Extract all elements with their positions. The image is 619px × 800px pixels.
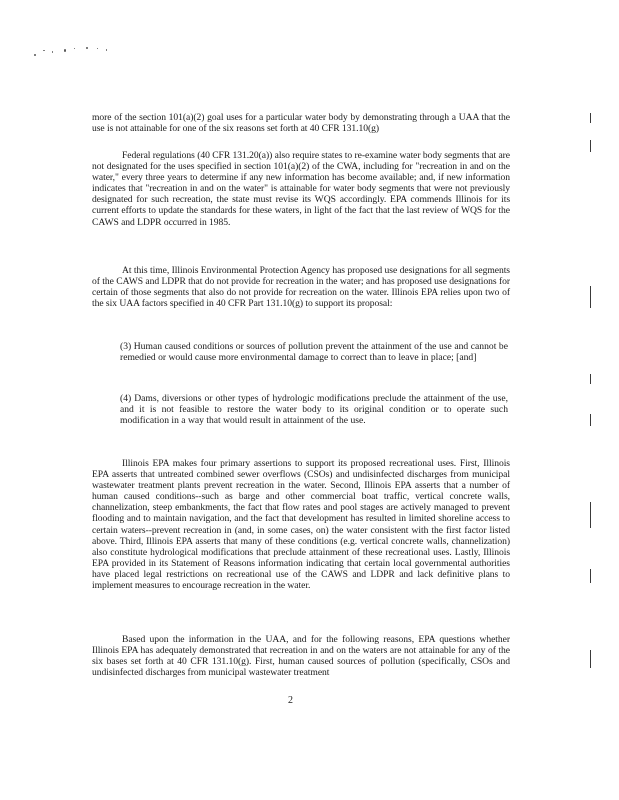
revision-bar xyxy=(590,502,591,528)
quote-text: (3) Human caused conditions or sources of pollution prevent the attainment of the use and cannot be remedied or would cause more environmental damage to correct than to leave in place; [and] xyxy=(120,341,508,364)
paragraph-text: more of the section 101(a)(2) goal uses for a particular water body by demonstrating through a UAA that the use is not attainable for one of the six reasons set forth at 40 CFR 131.10(g) xyxy=(92,112,510,135)
paragraph-text: Based upon the information in the UAA, and for the following reasons, EPA questions whether Illinois EPA has adequately demonstrated that recreation in and on the waters are not attainable for any of the six bases set forth at 40 CFR 131.10(g). First, human caused sources of pollution (specifically, CSOs and undisinfected discharges from municipal wastewater treatment xyxy=(92,634,510,679)
paragraph-illinois-assertions xyxy=(92,458,510,591)
revision-bar xyxy=(590,569,591,583)
quote-text: (4) Dams, diversions or other types of hydrologic modifications preclude the attainment of the use, and it is not feasible to restore the water body to its original condition or to operate such modification in a way that would result in attainment of the use. xyxy=(120,393,508,427)
revision-bar xyxy=(590,374,591,384)
revision-bar xyxy=(590,650,591,668)
paragraph-illinois-proposal xyxy=(92,265,510,309)
scan-artifact xyxy=(34,46,114,60)
paragraph-text: At this time, Illinois Environmental Protection Agency has proposed use designations for all segments of the CAWS and LDPR that do not provide for recreation in the water; and has proposed use designations for certain of those segments that also do not provide for recreation on the water. Illinois EPA relies upon two of the six UAA factors specified in 40 CFR Part 131.10(g) to support its proposal: xyxy=(92,265,510,310)
revision-bar xyxy=(590,113,591,123)
paragraph-federal-regulations xyxy=(92,150,510,228)
block-quote-factor-3 xyxy=(120,341,508,363)
revision-bar xyxy=(590,140,591,152)
block-quote-factor-4 xyxy=(120,393,508,426)
revision-bar xyxy=(590,414,591,426)
revision-bar xyxy=(590,286,591,308)
paragraph-continuation xyxy=(92,112,510,134)
paragraph-text: Federal regulations (40 CFR 131.20(a)) also require states to re-examine water body segments that are not designated for the uses specified in section 101(a)(2) of the CWA, including for "recreation in and on the water," every three years to determine if any new information has become available; and, if new information indicates that "recreation in and on the water" is attainable for water body segments that were not previously designated for such recreation, the state must revise its WQS accordingly. EPA commends Illinois for its current efforts to update the standards for these waters, in light of the fact that the last review of WQS for the CAWS and LDPR occurred in 1985. xyxy=(92,150,510,228)
paragraph-epa-questions xyxy=(92,634,510,678)
paragraph-text: Illinois EPA makes four primary assertions to support its proposed recreational uses. First, Illinois EPA asserts that untreated combined sewer overflows (CSOs) and undisinfected discharges from municipal wastewater treatment plants prevent recreation in the water. Second, Illinois EPA asserts that a number of human caused conditions--such as barge and other commercial boat traffic, vertical concrete walls, channelization, steep embankments, the fact that flow rates and pool stages are actively managed to prevent flooding and to maintain navigation, and the fact that development has resulted in limited shoreline access to certain waters--prevent recreation in (and, in some cases, on) the water consistent with the first factor listed above. Third, Illinois EPA asserts that many of these conditions (e.g. vertical concrete walls, channelization) also constitute hydrological modifications that preclude attainment of these recreational uses. Lastly, Illinois EPA provided in its Statement of Reasons information indicating that certain local governmental authorities have placed legal restrictions on recreational use of the CAWS and LDPR and lack definitive plans to implement measures to encourage recreation in the water. xyxy=(92,458,510,592)
page-number: 2 xyxy=(288,695,293,706)
